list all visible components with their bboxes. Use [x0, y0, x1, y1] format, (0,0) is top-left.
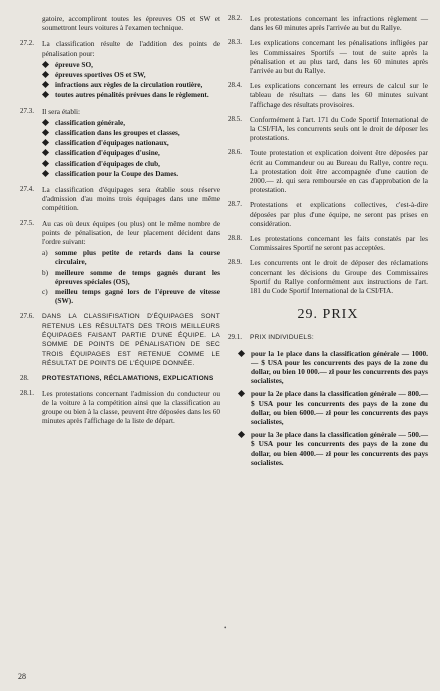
clause-text: Les protestations concernant les faits constatés par les Commissaires Sportif ne seront pas acceptées. — [250, 234, 428, 253]
clause-28-8 — [228, 234, 428, 252]
clause-text: PRIX INDIVIDUELS: — [250, 334, 314, 342]
clause-27-3 — [20, 107, 220, 179]
diamond-bullet-icon — [42, 148, 55, 157]
clause-number: 27.5. — [20, 218, 34, 227]
diamond-bullet-icon — [42, 128, 55, 137]
clause-number: 28.9. — [228, 258, 242, 267]
margin-mark: • — [224, 624, 227, 632]
clause-28-2 — [228, 14, 428, 32]
list-item: classification pour la Coupe des Dames. — [42, 169, 220, 178]
diamond-bullet-icon — [42, 159, 55, 168]
clause-number: 28.4. — [228, 81, 242, 90]
clause-number: 28.7. — [228, 200, 242, 209]
clause-number: 27.3. — [20, 106, 34, 115]
clause-text: Au cas où deux équipes (ou plus) ont le même nombre de points de pénalisation, de leur placement décident dans l'ordre suivant: — [42, 218, 220, 247]
penalty-list — [42, 60, 220, 100]
clause-text: Les explications concernant les erreurs de calcul sur le tableau de résultats — dans les 60 minutes suivant l'affichage des résultats provisoires. — [250, 81, 428, 109]
clause-number: 27.2. — [20, 39, 34, 48]
clause-text: DANS LA CLASSIFISATION D'ÉQUIPAGES SONT RETENUS LES RÉSULTATS DES TROIS MEILLEURS ÉQUIPAGES FAISANT PARTIE D'UNE ÉQUIPE. LA SOMME DE POINTS DE PÉNALISATION DE SEC TROIS ÉQUIPAGES EST RETENUE COMME LE RÉSULTAT DE POINTS DE L'ÉQUIPE DONNÉE. — [42, 313, 220, 367]
list-item: c) meilleu temps gagné lors de l'épreuve de vitesse (SW). — [42, 287, 220, 306]
clause-number: 28.1. — [20, 388, 34, 397]
clause-text: La classification résulte de l'addition des points de pénalisation pour: — [42, 39, 220, 58]
prize-item: pour la 2e place dans la classification générale — 800.— $ USA pour les concurrents des pays de la zone du dollar, ou bien 6000.— zł pour les concurrents des pays socialistes, — [228, 389, 428, 426]
list-item: classification dans les groupes et classes, — [42, 128, 220, 137]
diamond-bullet-icon — [42, 80, 55, 89]
clause-number: 28.2. — [228, 14, 242, 22]
diamond-bullet-icon — [42, 118, 55, 127]
clause-text: Protestations et explications collectives, c'est-à-dire déposées par plus d'une équipe, ne seront pas prises en considération. — [250, 200, 428, 228]
diamond-bullet-icon — [238, 349, 251, 386]
list-item: b) meilleure somme de temps gagnés durant les épreuves spéciales (OS), — [42, 267, 220, 286]
right-column — [228, 14, 428, 471]
prize-item: pour la 3e place dans la classification générale — 500.— $ USA pour les concurrents des pays de la zone du dollar, ou bien 4000.— zł pour les concurrents des pays socialistes. — [228, 430, 428, 467]
section-heading-28 — [20, 374, 220, 383]
clause-28-6 — [228, 148, 428, 194]
clause-27-4 — [20, 185, 220, 213]
classification-list — [42, 118, 220, 178]
left-column — [20, 14, 220, 431]
clause-text: Toute protestation et explication doivent être déposées par écrit au Commandeur ou au Bureau du Rallye, contre reçu. La protestation doit être accompagnée d'une caution de 2000.— zł. qui sera remboursée en cas d'approbation de la protestation. — [250, 148, 428, 195]
clause-number: 28.3. — [228, 38, 242, 47]
list-item: a) somme plus petite de retards dans la course circulaire, — [42, 248, 220, 267]
clause-number: 28.6. — [228, 148, 242, 157]
clause-number: 28.8. — [228, 234, 242, 243]
clause-number: 28.5. — [228, 114, 242, 123]
diamond-bullet-icon — [238, 389, 251, 426]
clause-28-7 — [228, 200, 428, 228]
clause-text: Conformément à l'art. 171 du Code Sportif International de la CSI/FIA, les concurrents seuls ont le droit de déposer les protestations. — [250, 114, 428, 143]
section-heading-text: PROTESTATIONS, RÉCLAMATIONS, EXPLICATIONS — [42, 375, 214, 383]
clause-text: La classification d'équipages sera établie sous réserve d'admission d'au moins trois équipages dans une même compétition. — [42, 185, 220, 213]
list-item: toutes autres pénalités prévues dans le règlement. — [42, 90, 220, 99]
clause-28-9 — [228, 258, 428, 295]
list-item: épreuve SO, — [42, 60, 220, 69]
clause-text: Il sera établi: — [42, 106, 81, 116]
diamond-bullet-icon — [238, 430, 251, 467]
clause-text: Les explications concernant les pénalisations infligées par les Commissaires Sportifs — tout de suite après la pénalisation et au plus tard, dans les 60 minutes après l'arrivée au but du Rallye. — [250, 38, 428, 76]
prize-item: pour la 1e place dans la classification générale — 1000.— $ USA pour les concurrents des pays de la zone du dollar, ou bien 10 000.— zł pour les concurrents des pays socialistes, — [228, 349, 428, 386]
clause-text: Les protestations concernant les infractions règlement — dans les 60 minutes après l'arrivée au but du Rallye. — [250, 14, 428, 33]
list-item: épreuves sportives OS et SW, — [42, 70, 220, 79]
clause-27-6 — [20, 312, 220, 368]
clause-28-1 — [20, 389, 220, 426]
clause-29-1 — [228, 333, 428, 342]
section-title-prix: 29. PRIX — [297, 307, 359, 323]
clause-28-5 — [228, 115, 428, 143]
clause-number: 27.6. — [20, 312, 34, 321]
diamond-bullet-icon — [42, 60, 55, 69]
diamond-bullet-icon — [42, 70, 55, 79]
tiebreak-list — [42, 248, 220, 305]
clause-number: 28. — [20, 374, 29, 383]
list-item: infractions aux règles de la circulation routière, — [42, 80, 220, 89]
clause-text: Les concurrents ont le droit de déposer des réclamations concernant les décisions du Groupe des Commissaires Sportif du Rallye conformément aux instructions de l'art. 181 du Code Sportif International de la CSI/FIA. — [250, 258, 428, 296]
list-item: classification d'équipages d'usine, — [42, 148, 220, 157]
list-item: classification générale, — [42, 118, 220, 127]
list-item: classification d'équipages de club, — [42, 159, 220, 168]
clause-28-4 — [228, 81, 428, 109]
clause-27-2 — [20, 39, 220, 100]
diamond-bullet-icon — [42, 90, 55, 99]
diamond-bullet-icon — [42, 169, 55, 178]
diamond-bullet-icon — [42, 138, 55, 147]
clause-number: 27.4. — [20, 185, 34, 194]
intro-paragraph: gatoire, accompliront toutes les épreuves OS et SW et soumettront leurs voitures à l'examen technique. — [42, 14, 220, 33]
clause-text: Les protestations concernant l'admission du conducteur ou de la voiture à la compétition ainsi que la classification au groupe ou bien à la classe, peuvent être déposées dans les 60 minutes après l'affichage de la liste de départ. — [42, 388, 220, 426]
clause-number: 29.1. — [228, 333, 242, 342]
clause-28-3 — [228, 38, 428, 75]
clause-27-5 — [20, 219, 220, 307]
page-number: 28 — [18, 672, 26, 681]
list-item: classification d'équipages nationaux, — [42, 138, 220, 147]
